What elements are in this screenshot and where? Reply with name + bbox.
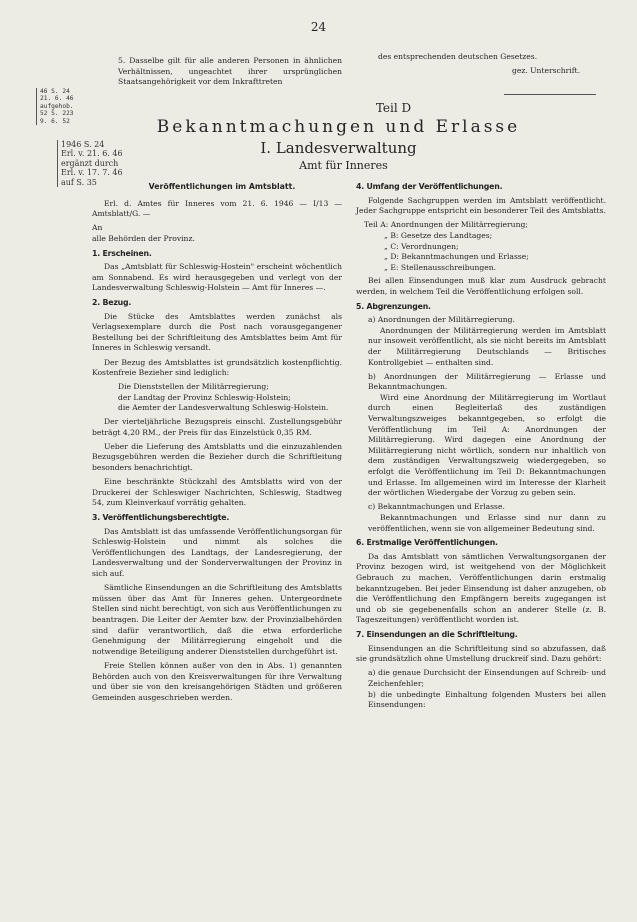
margin-line: aufgehob. [40,102,74,110]
list-item: „ B: Gesetze des Landtages; [384,230,493,240]
section-heading: 2. Bezug. [92,297,132,307]
paragraph: Das „Amtsblatt für Schleswig-Hostein" erscheint wöchentlich am Sonnabend. Es wird herausgegeben und verlegt von der Landesverwaltung Schleswig-Holstein — Amt für Inneres —. [92,262,342,293]
paragraph: Der Bezug des Amtsblattes ist grundsätzlich kostenpflichtig. Kostenfreie Bezieher sind lediglich: [92,357,342,378]
list-item: der Landtag der Provinz Schleswig-Holstein; [118,392,291,402]
paragraph: Bei allen Einsendungen muß klar zum Ausdruck gebracht werden, in welchem Teil die Veröffentlichung erfolgen soll. [356,276,606,296]
margin-line: 1946 S. 24 [61,140,105,149]
address-an: An [92,223,103,233]
divider [504,94,596,95]
margin-line: Erl. v. 17. 7. 46 [61,168,123,178]
paragraph: Einsendungen an die Schriftleitung sind so abzufassen, daß sie grundsätzlich ohne Umstellung druckreif sind. Dazu gehört: [356,643,606,664]
decree-reference: Erl. d. Amtes für Inneres vom 21. 6. 1946 — I/13 — Amtsblatt/G. — [92,198,342,219]
margin-line: 9. 6. 52 [40,117,70,125]
section-heading: 4. Umfang der Veröffentlichungen. [356,182,503,191]
subsection-heading: a) Anordnungen der Militärregierung. [368,315,515,325]
section-heading: 3. Veröffentlichungsberechtigte. [92,513,230,522]
top-left-paragraph [118,56,342,91]
list-item: Die Dienststellen der Militärregierung; [118,382,269,392]
top-left-text: 5. Dasselbe gilt für alle anderen Personen in ähnlichen Verhältnissen, ungeachtet ihrer ursprünglichen Staatsangehörigkeit vor dem Inkrafttreten [118,56,342,87]
top-right-line: des entsprechenden deutschen Gesetzes. [378,52,538,61]
paragraph: Die Stücke des Amtsblattes werden zunächst als Verlagsexemplare durch die Post nach vorausgegangener Bestellung bei der Schriftleitung des Amtsblattes beim Amt für Inneres in Schleswig versandt. [92,311,342,353]
left-heading: Veröffentlichungen im Amtsblatt. [148,182,296,191]
paragraph: Da das Amtsblatt von sämtlichen Verwaltungsorganen der Provinz bezogen wird, ist weitgehend von der Möglichkeit Gebrauch zu machen, Veröffentlichungen darin erstmalig bekanntzugeben. Bei jeder Einsendung ist daher anzugeben, ob die Veröffentlichung den Empfängern bereits zugegangen ist und ob sie gegebenenfalls schon an anderer Stelle (z. B. Tageszeitungen) veröffentlicht worden ist. [356,551,606,625]
section-heading: 6. Erstmalige Veröffentlichungen. [356,538,498,548]
section-heading: 5. Abgrenzungen. [356,301,431,311]
list-item: „ C: Verordnungen; [384,241,459,251]
list-item: b) die unbedingte Einhaltung folgenden Musters bei allen Einsendungen: [368,689,606,710]
margin-line: Erl. v. 21. 6. 46 [61,149,123,159]
paragraph: Freie Stellen können außer von den in Abs. 1) genannten Behörden auch von den Kreisverwaltungen für ihre Verwaltung und über sie von den kreisangehörigen Städten und größeren Gemeinden ausgeschrieben werden. [92,660,342,702]
page-number: 24 [310,20,327,34]
paragraph: Ueber die Lieferung des Amtsblatts und die einzuzahlenden Bezugsgebühren werden die Bezieher durch die Schriftleitung besonders benachrichtigt. [92,441,342,473]
paragraph: Bekanntmachungen und Erlasse sind nur dann zu veröffentlichen, wenn sie von allgemeiner Bedeutung sind. [368,513,606,533]
list-item: „ E: Stellenausschreibungen. [384,262,497,272]
left-column [92,182,342,707]
list-item: die Aemter der Landesverwaltung Schleswig-Holstein. [118,403,329,413]
paragraph: Wird eine Anordnung der Militärregierung im Wortlaut durch einen Begleiterlaß des zuständigen Verwaltungszweiges bekanntgegeben, so erfolgt die Veröffentlichung im Teil A: Anordnungen der Militärregierung. Wird dagegen eine Anordnung der Militärregierung nicht wörtlich, sondern nur inhaltlich von dem zuständigen Verwaltungszweig wiedergegeben, so erfolgt die Veröffentlichung im Teil D: Bekanntmachungen und Erlasse. Im allgemeinen wird im Interesse der Klarheit der wörtlichen Wiedergabe der Vorzug zu geben sein. [368,392,606,498]
right-column [356,182,606,711]
signature: gez. Unterschrift. [511,66,580,76]
list-item: a) die genaue Durchsicht der Einsendungen auf Schreib- und Zeichenfehler; [368,668,606,688]
section-subtitle: I. Landesverwaltung [260,139,417,157]
paragraph: Der vierteljährliche Bezugspreis einschl. Zustellungsgebühr beträgt 4,20 RM., der Preis für das Einzelstück 0,35 RM. [92,417,342,437]
section-heading: 1. Erscheinen. [92,248,152,258]
office-heading: Amt für Inneres [299,159,388,172]
paragraph: Eine beschränkte Stückzahl des Amtsblatts wird von der Druckerei der Schleswiger Nachrichten, Schleswig, Stadtweg 54, zum Kleinverkauf vorrätig gehalten. [92,477,342,508]
top-right-block [360,52,600,80]
paragraph: Sämtliche Einsendungen an die Schriftleitung des Amtsblatts müssen über das Amt für Inneres gehen. Untergeordnete Stellen sind nicht berechtigt, von sich aus Veröffentlichungen zu beantragen. Die Leiter der Aemter bzw. der Provinzialbehörden sind dafür verantwortlich, daß die etwa erforderliche Genehmigung der Militärregierung eingeholt und die notwendige Beteiligung anderer Dienststellen durchgeführt ist. [92,583,342,656]
margin-line: auf S. 35 [61,177,97,187]
paragraph: Das Amtsblatt ist das umfassende Veröffentlichungsorgan für Schleswig-Holstein und nimmt als solches die Veröffentlichungen des Landtags, der Landesregierung, der Landesverwaltung und der Sonderverwaltungen der Provinz in sich auf. [92,526,342,578]
section-title: Bekanntmachungen und Erlasse [156,117,521,137]
paragraph: Folgende Sachgruppen werden im Amtsblatt veröffentlicht. Jeder Sachgruppe entspricht ein besonderer Teil des Amtsblatts. [356,195,606,216]
margin-line: ergänzt durch [61,158,119,168]
section-heading: 7. Einsendungen an die Schriftleitung. [356,629,518,639]
part-label: Teil D [375,101,412,115]
address-recipients: alle Behörden der Provinz. [92,233,195,243]
list-item: „ D: Bekanntmachungen und Erlasse; [384,252,529,262]
margin-line: 21. 6. 46 [40,95,74,103]
subsection-heading: c) Bekanntmachungen und Erlasse. [368,502,505,512]
list-item: Teil A: Anordnungen der Militärregierung; [364,220,528,230]
paragraph: Anordnungen der Militärregierung werden im Amtsblatt nur insoweit veröffentlicht, als sie nicht bereits im Amtsblatt der Militärregierung Deutschlands — Britisches Kontrollgebiet — enthalten sind. [368,325,606,367]
margin-line: 46 S. 24 [40,88,70,95]
margin-line: 52 S. 223 [40,110,74,118]
subsection-heading: b) Anordnungen der Militärregierung — Erlasse und Bekanntmachungen. [368,371,606,392]
